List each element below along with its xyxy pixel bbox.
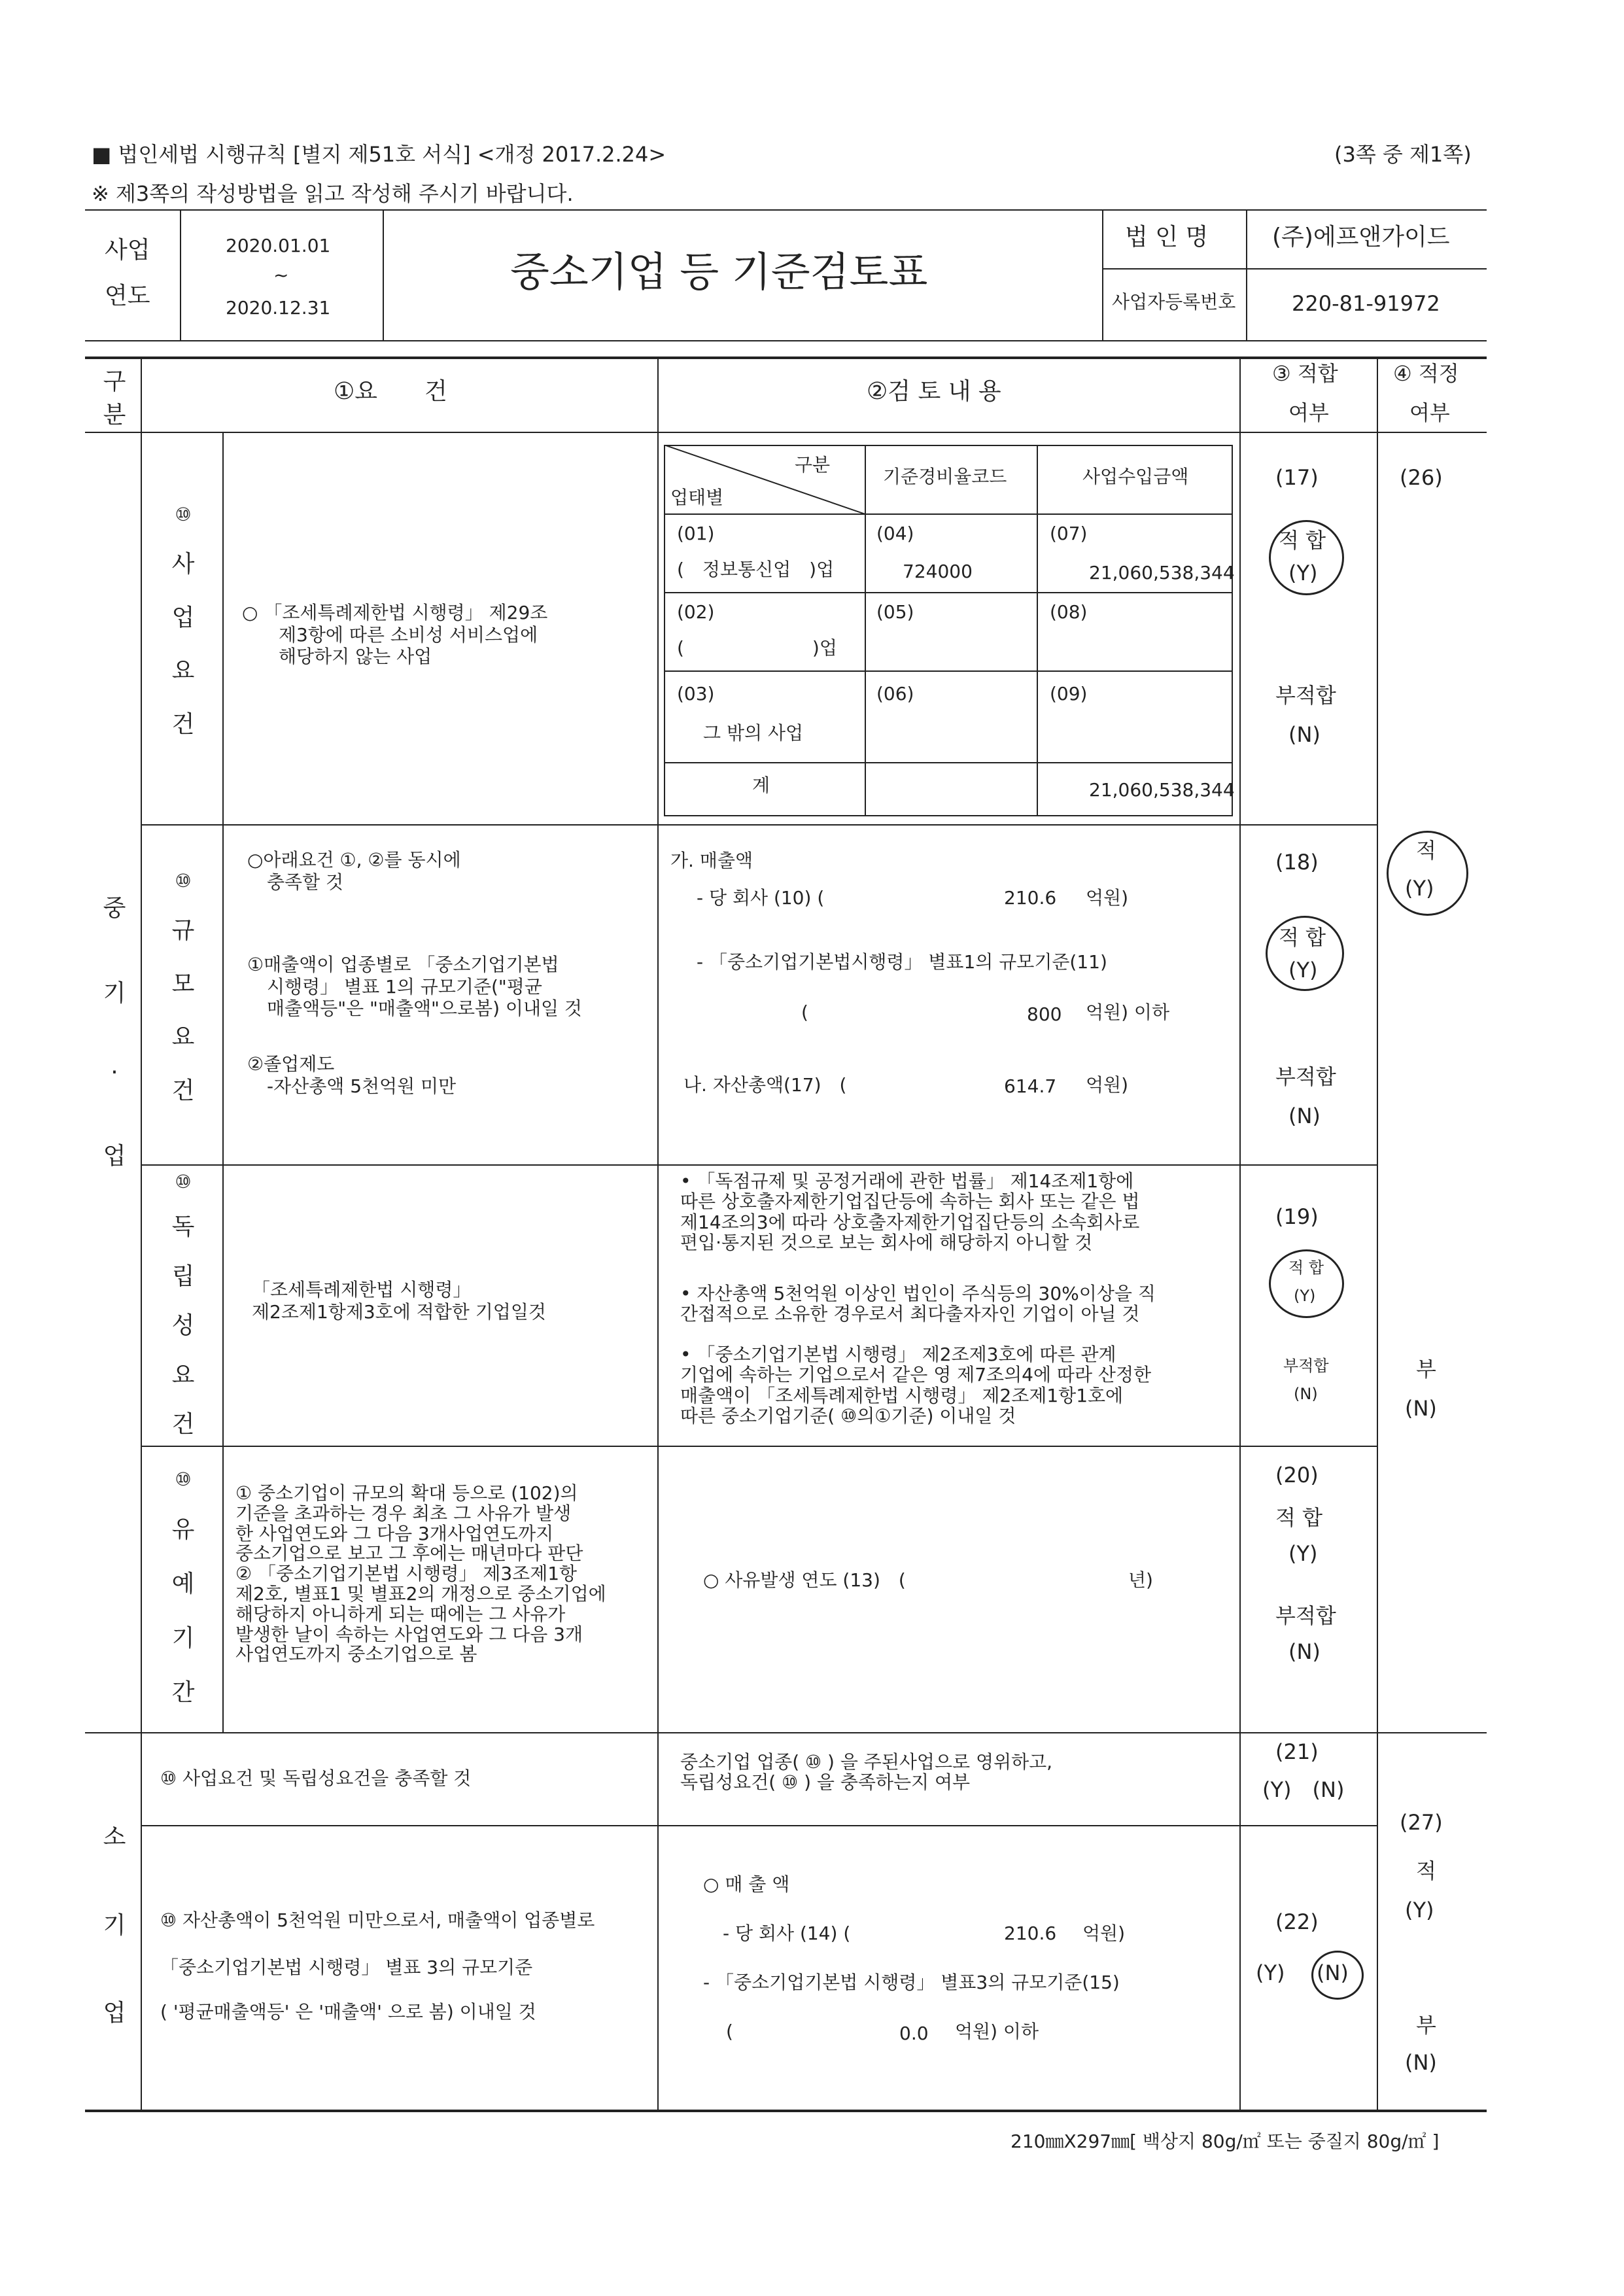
row-106-fit-no: (22) [1275,1909,1319,1934]
corp-label: 법 인 명 [1125,224,1209,251]
row-106-review-d: ( [726,2021,733,2042]
review-header: ②검 토 내 용 [867,378,1001,405]
row-106-sales: 210.6 [1004,1922,1057,1944]
row-102-sales: 210.6 [1004,887,1057,909]
row-103-unfit: 부적합 [1283,1357,1329,1375]
rule-line [180,209,181,340]
row-103-col4-no: 부 [1416,1357,1436,1382]
row-104-fit-no: (20) [1275,1463,1319,1487]
row-106-fit-y: (Y) [1256,1960,1285,1985]
year-end: 2020.12.31 [226,297,331,319]
row-106-requirement-3: ( '평균매출액등' 은 '매출액' 으로 봄) 이내일 것 [160,2001,536,2023]
total-label: 계 [752,774,770,796]
row-102-review-d: ( [801,1001,808,1023]
row2-no: (02) [677,601,715,623]
instruction-note: ※ 제3쪽의 작성방법을 읽고 작성해 주시기 바랍니다. [92,181,574,206]
row-102-review-c: - 「중소기업기본법시행령」 별표1의 규모기준(11) [697,951,1107,973]
row-105-fit-no: (21) [1275,1739,1319,1764]
row-102-col4-y: (Y) [1405,876,1434,901]
rule-line [1102,268,1487,270]
year-start: 2020.01.01 [226,235,331,256]
row-106-fit-n: (N) [1317,1960,1349,1985]
row2-name: ( )업 [677,637,837,659]
page-indicator: (3쪽 중 제1쪽) [1334,142,1472,167]
row-103-fit-no: (19) [1275,1204,1319,1229]
row-102-fit-y: (Y) [1288,958,1318,983]
row-102-assets: 614.7 [1004,1075,1057,1097]
row-103-review-c: • 「중소기업기본법 시행령」 제2조제3호에 따른 관계 기업에 속하는 기업으로서 같은 영 제7조의4에 따라 산정한 매출액이 「조세특례제한법 시행령」 제2조제1항1호에 따른 중소기업기준( ⑩의①기준) 이내일 것 [680,1344,1152,1427]
row3-amount-no: (09) [1050,683,1088,704]
table-gubun-label: 구분 [795,454,831,476]
row3-no: (03) [677,683,715,704]
rule-line [657,357,659,2110]
row-103-review-a: • 「독점규제 및 공정거래에 관한 법률」 제14조제1항에 따른 상호출자제한기업집단등에 속하는 회사 또는 같은 법 제14조의3에 따라 상호출자제한기업집단등의 소속회사로 편입·통지된 것으로 보는 회사에 해당하지 아니할 것 [680,1170,1140,1254]
row-102-sales-unit: 억원) [1086,887,1129,909]
rule-line [1037,445,1038,816]
row-104-unfit: 부적합 [1275,1603,1336,1628]
row-104-label: ⑩ 유 예 기 간 [171,1469,195,1706]
rule-line [85,357,1487,359]
rule-line [85,209,1487,211]
row-102-requirement-b: ①매출액이 업종별로 「중소기업기본법 시행령」 별표 1의 규모기준("평균 매출액등"은 "매출액"으로봄) 이내일 것 [247,954,582,1020]
row-101-requirement: ○ 「조세특례제한법 시행령」 제29조 제3항에 따른 소비성 서비스업에 해당하지 않는 사업 [242,602,548,668]
row-103-unfit-n: (N) [1294,1385,1318,1403]
row-102-review-a: 가. 매출액 [670,850,753,871]
row-102-requirement-c: ②졸업제도 -자산총액 5천억원 미만 [247,1053,457,1097]
row-104-fit-ok: 적 합 [1275,1505,1322,1530]
section-sme: 중 기 · 업 [103,895,126,1170]
row-105-review: 중소기업 업종( ⑩ ) 을 주된사업으로 영위하고, 독립성요건( ⑩ ) 을 충족하는지 여부 [680,1751,1053,1794]
fit-header: 여부 [1288,400,1329,425]
row1-no: (01) [677,523,715,544]
rule-line [1377,357,1378,2110]
row-101-fit-ok: 적 합 [1279,528,1326,553]
rule-line [383,209,384,340]
year-tilde: ~ [273,264,289,286]
reg-number: 220-81-91972 [1292,291,1440,316]
row-103-col4-n: (N) [1405,1396,1437,1421]
row-102-fit-no: (18) [1275,850,1319,875]
row-102-review-b: - 당 회사 (10) ( [697,887,825,909]
row-106-col4-ok: 적 [1416,1858,1436,1883]
row2-amount-no: (08) [1050,601,1088,623]
row-106-review-a: ○ 매 출 액 [703,1873,790,1895]
total-amount: 21,060,538,344 [1089,779,1235,801]
row1-code: 724000 [903,561,973,582]
row-101-unfit-n: (N) [1288,722,1321,747]
year-label: 사업 [105,237,150,264]
row-104-review-end: 년) [1128,1569,1153,1591]
table-code-header: 기준경비율코드 [883,466,1007,487]
rule-line [141,1164,1377,1166]
row-101-label: ⑩ 사 업 요 건 [171,504,195,738]
row1-amount: 21,060,538,344 [1089,562,1235,583]
rule-line [85,340,1487,341]
row-104-fit-y: (Y) [1288,1541,1318,1566]
rule-line [141,1446,1377,1447]
form-rule: ■ 법인세법 시행규칙 [별지 제51호 서식] <개정 2017.2.24> [92,142,666,167]
paper-spec: 210㎜X297㎜[ 백상지 80g/㎡ 또는 중질지 80g/㎡ ] [1011,2131,1440,2152]
row-102-size-standard: 800 [1027,1003,1062,1025]
rule-line [222,432,224,1732]
requirement-header: ①요 건 [334,378,447,405]
rule-line [664,670,1233,672]
appropriate-header: ④ 적정 [1393,361,1459,386]
row-102-assets-unit: 억원) [1086,1074,1129,1096]
row-103-requirement: 「조세특례제한법 시행령」 제2조제1항제3호에 적합한 기업일것 [252,1279,546,1323]
row-104-requirement: ① 중소기업이 규모의 확대 등으로 (102)의 기준을 초과하는 경우 최초 그 사유가 발생 한 사업연도와 그 다음 3개사업연도까지 중소기업으로 보고 그 후에는 매년마다 판단 ② 「중소기업기본법 시행령」 제3조제1항 제2호, 별표1 및 별표2의 개정으로 중소기업에 해당하지 아니하게 되는 때에는 그 사유가 발생한 날이 속하는 사업연도와 그 다음 3개 사업연도까지 중소기업으로 봄 [235,1482,606,1665]
row-106-size-standard: 0.0 [899,2023,929,2044]
row-102-review-e: 나. 자산총액(17) ( [683,1074,847,1096]
table-biz-label: 업태별 [670,487,724,508]
row-106-review-c: - 「중소기업기본법 시행령」 별표3의 규모기준(15) [703,1972,1120,1993]
row-102-requirement-a: ○아래요건 ①, ②를 동시에 충족할 것 [247,849,461,893]
row-106-col4-no: (27) [1400,1810,1443,1835]
rule-line [85,432,1487,433]
row3-name: 그 밖의 사업 [703,722,804,744]
corp-name: (주)에프앤가이드 [1272,224,1450,251]
section-small: 소 기 업 [103,1824,126,2026]
row-106-requirement-2: 「중소기업기본법 시행령」 별표 3의 규모기준 [160,1957,533,1978]
row-105-fit-yn: (Y) (N) [1262,1777,1345,1802]
reg-label: 사업자등록번호 [1112,291,1236,313]
rule-line [1102,209,1103,340]
rule-line [1246,209,1247,340]
rule-line [85,1732,1487,1733]
rule-line [1239,357,1241,2110]
row-106-review-b: - 당 회사 (14) ( [723,1922,851,1944]
rule-line [141,824,1377,826]
row-106-size-unit: 억원) 이하 [955,2021,1039,2042]
row-103-label: ⑩ 독 립 성 요 건 [171,1171,195,1438]
rule-line [664,592,1233,593]
appropriate-header: 여부 [1409,400,1450,425]
fit-header: ③ 적합 [1272,361,1338,386]
row-101-unfit: 부적합 [1275,683,1336,708]
row-103-fit-y: (Y) [1294,1287,1316,1305]
row-104-unfit-n: (N) [1288,1639,1321,1664]
row-104-review: ○ 사유발생 연도 (13) ( [703,1569,906,1591]
row-105-requirement: ⑩ 사업요건 및 독립성요건을 충족할 것 [160,1767,472,1789]
row2-code-no: (05) [876,601,914,623]
row-102-unfit-n: (N) [1288,1104,1321,1128]
row-106-col4-n: (N) [1405,2050,1437,2075]
row-103-review-b: • 자산총액 5천억원 이상인 법인이 주식등의 30%이상을 직 간접적으로 소유한 경우로서 최다출자자인 기업이 아닐 것 [680,1283,1156,1325]
row3-code-no: (06) [876,683,914,704]
row-106-col4-y: (Y) [1405,1898,1434,1922]
row-101-col4-no: (26) [1400,465,1443,490]
row-106-col4-bu: 부 [1416,2013,1436,2038]
row-102-col4-ok: 적 [1416,838,1436,863]
rule-line [664,762,1233,763]
table-amount-header: 사업수입금액 [1082,466,1189,487]
page-title: 중소기업 등 기준검토표 [510,248,928,296]
rule-line [141,1825,1377,1826]
row1-name: ( 정보통신업 )업 [677,559,835,580]
row1-amount-no: (07) [1050,523,1088,544]
row-102-unfit: 부적합 [1275,1064,1336,1089]
row-103-fit-ok: 적 합 [1288,1259,1324,1277]
year-label: 연도 [105,283,150,309]
rule-line [85,2110,1487,2112]
row-102-size-unit: 억원) 이하 [1086,1001,1170,1023]
gubun-header: 구 분 [103,368,126,428]
row1-code-no: (04) [876,523,914,544]
row-101-fit-no: (17) [1275,465,1319,490]
row-101-fit-y: (Y) [1288,561,1318,585]
row-102-fit-ok: 적 합 [1279,925,1326,950]
row-106-requirement-1: ⑩ 자산총액이 5천억원 미만으로서, 매출액이 업종별로 [160,1909,595,1931]
row-106-sales-unit: 억원) [1082,1922,1126,1944]
row-102-label: ⑩ 규 모 요 건 [171,870,195,1104]
rule-line [141,357,142,2110]
